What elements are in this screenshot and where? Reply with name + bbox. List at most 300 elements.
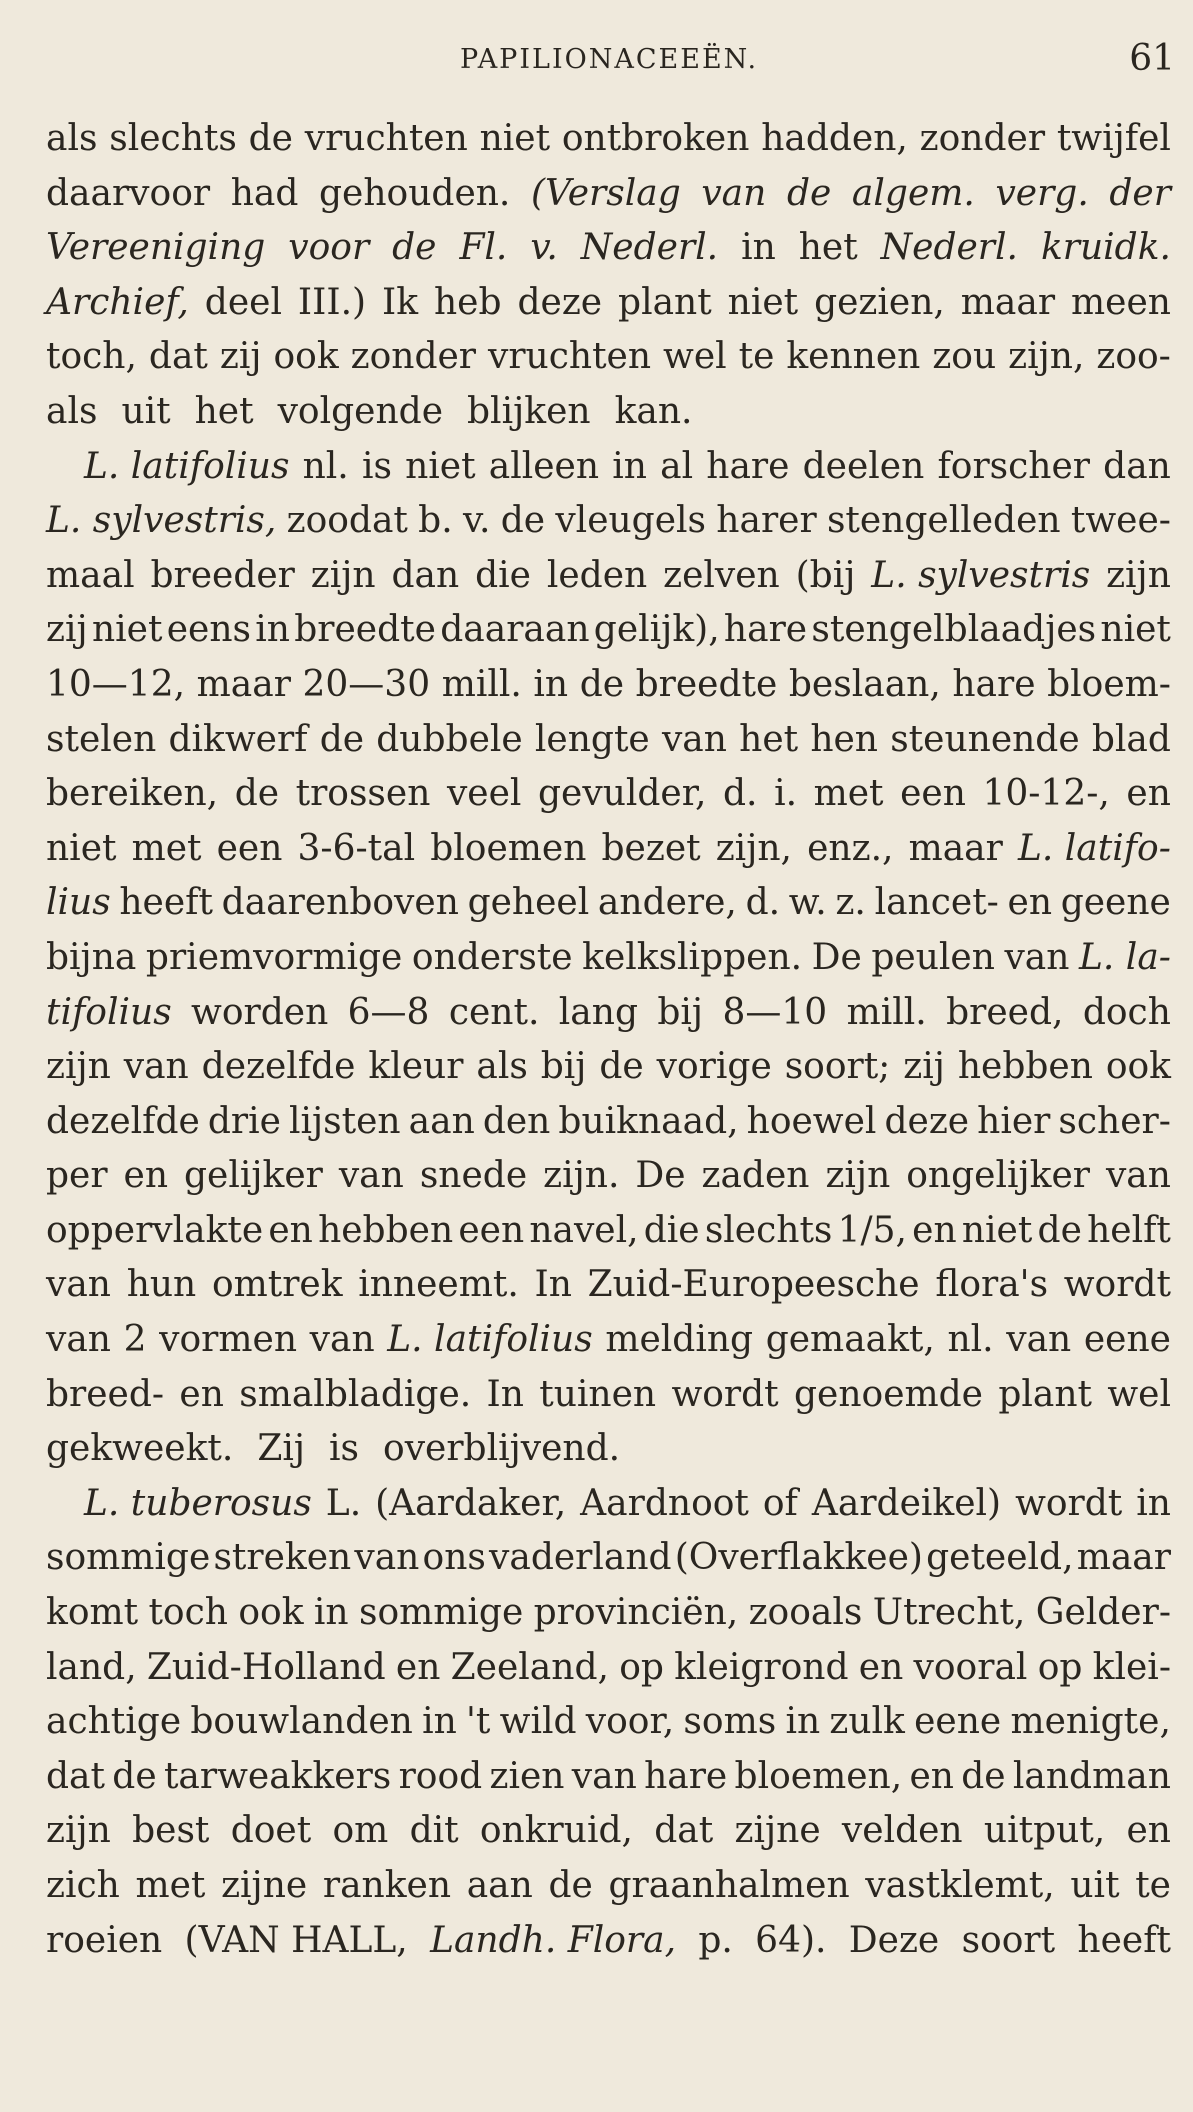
word: blad — [1091, 718, 1171, 760]
word: soort — [961, 1919, 1056, 1961]
word: soort; — [784, 1046, 891, 1088]
word: bouwlanden — [190, 1701, 413, 1743]
word: vaderland — [489, 1537, 672, 1579]
text-line — [46, 1695, 1171, 1750]
word: breedte — [294, 609, 436, 651]
word: plant — [618, 281, 712, 323]
text-line — [46, 167, 1171, 222]
word: 10—12, — [46, 663, 186, 705]
word: land, — [46, 1646, 137, 1688]
word: L. sylvestris — [871, 554, 1091, 596]
word: zelven — [663, 554, 780, 596]
word: peulen — [871, 936, 995, 978]
word: worden — [191, 991, 329, 1033]
word: per — [46, 1155, 108, 1197]
word: op — [619, 1646, 664, 1688]
word: gehouden. — [319, 172, 511, 214]
word: te — [738, 336, 775, 378]
word: Aardnoot — [580, 1482, 749, 1524]
word: de — [1037, 1209, 1082, 1251]
word: dubbele — [376, 718, 523, 760]
word: heb — [433, 281, 502, 323]
word: uitput, — [983, 1810, 1106, 1852]
word: stengelleden — [826, 500, 1061, 542]
word: de — [234, 773, 280, 815]
word: leden — [546, 554, 648, 596]
word: kleigrond — [674, 1646, 849, 1688]
word: zoodat — [286, 500, 408, 542]
word: dezelfde — [46, 1100, 200, 1142]
word: van — [661, 718, 727, 760]
fraction: 1/5, — [837, 1209, 907, 1251]
word: lius — [46, 882, 111, 924]
text-line — [46, 1641, 1171, 1696]
word: priemvormige — [145, 936, 403, 978]
word: i. — [774, 773, 798, 815]
word: Vereeniging — [46, 227, 266, 269]
word: van — [123, 1046, 189, 1088]
word: zijn. — [543, 1155, 620, 1197]
word: zijn — [310, 554, 376, 596]
word: zij — [903, 1046, 945, 1088]
word: wel — [663, 336, 727, 378]
word: en — [395, 1646, 441, 1688]
word: heeft — [1077, 1919, 1171, 1961]
word: deze — [517, 281, 603, 323]
text-line — [46, 986, 1171, 1041]
word: 8—10 — [722, 991, 828, 1033]
word: de — [548, 1865, 593, 1906]
word: 3-6-tal — [297, 827, 416, 869]
word: De — [811, 936, 862, 978]
word: (Aardaker, — [375, 1482, 567, 1524]
word: het — [798, 227, 858, 269]
word: drie — [207, 1100, 281, 1142]
word: zij — [46, 609, 88, 651]
word: z. — [835, 882, 866, 924]
word: sommige — [358, 1592, 524, 1634]
word: hoewel — [746, 1100, 877, 1142]
word: steunende — [890, 718, 1080, 760]
word: L. latifolius — [84, 445, 290, 487]
word: achtige — [46, 1701, 182, 1743]
word: Nederl. — [580, 227, 719, 269]
word: geteeld, — [926, 1537, 1074, 1579]
word: In — [534, 1264, 572, 1306]
word: d. — [745, 882, 781, 924]
word: niet — [1100, 609, 1171, 651]
word: 20—30 — [302, 663, 431, 705]
word: had — [230, 172, 299, 214]
word: verg. — [995, 172, 1089, 214]
word: en — [268, 1209, 313, 1251]
text-line — [46, 330, 1171, 385]
word: eene — [914, 1701, 1002, 1743]
word: bereiken, — [46, 773, 219, 815]
word: L. la- — [1079, 936, 1171, 978]
word: melding — [605, 1319, 754, 1361]
word: een — [458, 1209, 525, 1251]
word: zonder — [919, 118, 1046, 159]
text-line — [46, 1149, 1171, 1204]
word: ranken — [322, 1865, 452, 1906]
word: zulk — [829, 1701, 905, 1743]
word: zijn — [1106, 554, 1171, 596]
word: Zuid-Holland — [146, 1646, 386, 1688]
word: al — [660, 445, 694, 487]
text-line — [46, 1095, 1171, 1150]
word: deelen — [802, 445, 925, 487]
word: Zeeland, — [450, 1646, 609, 1688]
word: met — [135, 1865, 206, 1906]
word: volgende — [277, 390, 444, 432]
word: 6—8 — [347, 991, 430, 1033]
word: maar — [908, 827, 1003, 869]
text-line — [46, 1859, 1171, 1914]
word: zij — [219, 336, 262, 378]
word: provinciën, — [533, 1592, 739, 1634]
word: lancet- — [874, 882, 999, 924]
word: hare — [952, 663, 1036, 705]
word: der — [1109, 172, 1171, 214]
word: gelijker — [184, 1155, 323, 1197]
word: 64). — [755, 1919, 827, 1961]
word: kennen — [786, 336, 921, 378]
text-line — [46, 1368, 1171, 1423]
word: en — [1126, 1810, 1171, 1852]
word: en — [912, 1209, 957, 1251]
word: doet — [230, 1810, 312, 1852]
word: hen — [810, 718, 878, 760]
word: van — [309, 1319, 375, 1361]
word: bloem- — [1047, 663, 1171, 705]
word: lang — [558, 991, 638, 1033]
word: slechts — [704, 1209, 833, 1251]
page-number: 61 — [1129, 38, 1175, 79]
word: meen — [1071, 281, 1171, 323]
word: snede — [419, 1155, 528, 1197]
word: de — [786, 172, 832, 214]
word: zijne — [734, 1810, 821, 1852]
word: maar — [1076, 1537, 1171, 1579]
word: van — [46, 1264, 111, 1306]
word: zooals — [748, 1592, 863, 1634]
word: met — [131, 827, 202, 869]
word: is — [361, 445, 392, 487]
word: rood — [398, 1755, 483, 1797]
word: zijn — [46, 1046, 111, 1088]
word: te — [1135, 1865, 1171, 1906]
word: hadden, — [761, 118, 908, 159]
word: bijna — [46, 936, 137, 978]
word: in — [785, 1701, 821, 1743]
text-line — [46, 385, 1171, 440]
word: oppervlakte — [46, 1209, 264, 1251]
word: ontbroken — [561, 118, 750, 159]
word: maal — [46, 554, 135, 596]
word: soms — [683, 1701, 777, 1743]
word: de — [500, 500, 546, 542]
word: vleugels — [555, 500, 707, 542]
word: vormen — [159, 1319, 298, 1361]
word: is — [329, 1428, 360, 1470]
text-line — [46, 931, 1171, 986]
word: dan — [391, 554, 460, 596]
word: ook — [273, 336, 339, 378]
word: niet — [91, 609, 163, 651]
word: uit — [1070, 1865, 1120, 1906]
word: het — [194, 390, 254, 432]
text-line — [46, 1258, 1171, 1313]
word: deel — [204, 281, 282, 323]
word: ook — [238, 1592, 304, 1634]
word: vruchten — [304, 118, 468, 159]
word: wordt — [1015, 1482, 1123, 1524]
word: klei- — [1092, 1646, 1171, 1688]
text-line — [46, 1750, 1171, 1805]
word: zou — [932, 336, 997, 378]
word: slechts — [109, 118, 237, 159]
word: dezelfde — [201, 1046, 356, 1088]
word: wild — [499, 1701, 577, 1743]
word: blijken — [467, 390, 591, 432]
word: vruchten — [487, 336, 652, 378]
word: en — [1007, 882, 1053, 924]
word: gelijk), — [593, 609, 720, 651]
text-line — [46, 1204, 1171, 1259]
word: als — [46, 390, 98, 432]
word: van — [338, 1155, 404, 1197]
word: nl. — [302, 445, 349, 487]
word: plant — [998, 1373, 1092, 1415]
word: zijn, — [1008, 336, 1085, 378]
word: beslaan, — [788, 663, 941, 705]
word: breed, — [946, 991, 1064, 1033]
word: mill. — [846, 991, 927, 1033]
word: hare — [723, 609, 808, 651]
word: bezet — [601, 827, 701, 869]
word: harer — [716, 500, 817, 542]
word: onkruid, — [479, 1810, 633, 1852]
word: cent. — [448, 991, 540, 1033]
word: in — [533, 663, 569, 705]
word: Aardeikel) — [811, 1482, 1002, 1524]
word: L. — [325, 1482, 362, 1524]
word: Landh. Flora, — [430, 1919, 677, 1961]
word: p. — [698, 1919, 733, 1961]
word: en — [179, 1373, 224, 1415]
word: Ik — [382, 281, 419, 323]
word: L. sylvestris, — [46, 500, 277, 542]
word: overblijvend. — [383, 1428, 621, 1470]
word: van — [1105, 1155, 1171, 1197]
word: kleur — [368, 1046, 464, 1088]
word: (VAN HALL, — [184, 1919, 408, 1961]
word: van — [46, 1319, 111, 1361]
word: toch — [148, 1592, 228, 1634]
word: vastklemt, — [865, 1865, 1055, 1906]
word: onderste — [411, 936, 573, 978]
word: veel — [446, 773, 522, 815]
word: wel — [1107, 1373, 1171, 1415]
text-line — [46, 603, 1171, 658]
word: forscher — [937, 445, 1090, 487]
word: bloemen — [430, 827, 587, 869]
word: of — [762, 1482, 798, 1524]
word: niet — [961, 1209, 1033, 1251]
word: gevulder, — [538, 773, 707, 815]
word: geene — [1060, 882, 1171, 924]
word: De — [635, 1155, 686, 1197]
word: twijfel — [1056, 118, 1171, 159]
word: niet — [46, 827, 117, 869]
word: flora's — [935, 1264, 1049, 1306]
word: niet — [405, 445, 476, 487]
word: hare — [706, 445, 790, 487]
word: de — [961, 1755, 1006, 1797]
word: doch — [1082, 991, 1171, 1033]
word: van — [701, 172, 767, 214]
text-line — [46, 112, 1171, 167]
word: van — [354, 1537, 420, 1579]
word: zijne — [221, 1865, 308, 1906]
word: dat — [148, 336, 208, 378]
text-line — [46, 658, 1171, 713]
word: trossen — [295, 773, 431, 815]
word: menigte, — [1010, 1701, 1171, 1743]
word: v. — [530, 227, 558, 269]
word: zich — [46, 1865, 120, 1906]
word: gemaakt, — [765, 1319, 935, 1361]
text-line — [46, 276, 1171, 331]
word: best — [132, 1810, 210, 1852]
word: het — [739, 718, 799, 760]
word: een — [216, 827, 283, 869]
word: en — [909, 1755, 954, 1797]
word: zoo- — [1096, 336, 1171, 378]
word: vooral — [913, 1646, 1028, 1688]
word: Deze — [848, 1919, 940, 1961]
word: inneemt. — [358, 1264, 519, 1306]
word: gekweekt. — [46, 1428, 234, 1470]
word: alleen — [488, 445, 600, 487]
word: dit — [409, 1810, 459, 1852]
text-line — [46, 1586, 1171, 1641]
word: aan — [408, 1100, 475, 1142]
word: helft — [1087, 1209, 1171, 1251]
text-line — [46, 822, 1171, 877]
word: Gelder- — [1035, 1592, 1171, 1634]
word: voor — [288, 227, 370, 269]
word: d. — [723, 773, 758, 815]
word: scher- — [1058, 1100, 1171, 1142]
word: om — [332, 1810, 389, 1852]
word: breed- — [46, 1373, 165, 1415]
word: dikwerf — [168, 718, 308, 760]
word: met — [813, 773, 884, 815]
word: genoemde — [793, 1373, 983, 1415]
word: wordt — [1063, 1264, 1171, 1306]
word: smalbladige. — [239, 1373, 472, 1415]
word: algem. — [851, 172, 975, 214]
text-line — [46, 876, 1171, 931]
word: 't — [466, 1701, 491, 1743]
word: hebben — [318, 1209, 454, 1251]
word: mill. — [441, 663, 522, 705]
word: (Verslag — [530, 172, 681, 214]
word: dat — [654, 1810, 714, 1852]
word: als — [46, 118, 98, 159]
word: Fl. — [459, 227, 508, 269]
text-line — [46, 549, 1171, 604]
word: kelkslippen. — [582, 936, 803, 978]
word: in — [255, 609, 290, 651]
word: L. latifo- — [1017, 827, 1171, 869]
word: ons — [422, 1537, 486, 1579]
word: Utrecht, — [872, 1592, 1026, 1634]
word: van — [1006, 1319, 1072, 1361]
word: graanhalmen — [608, 1865, 850, 1906]
word: breedte — [635, 663, 778, 705]
text-line — [46, 1804, 1171, 1859]
word: zonder — [350, 336, 477, 378]
text-line — [46, 1477, 1171, 1532]
word: dan — [1103, 445, 1171, 487]
word: voor, — [585, 1701, 675, 1743]
word: zien — [489, 1755, 565, 1797]
word: op — [1037, 1646, 1083, 1688]
word: L. tuberosus — [84, 1482, 312, 1524]
word: wordt — [671, 1373, 779, 1415]
text-line — [46, 713, 1171, 768]
word: Nederl. — [880, 227, 1018, 269]
word: hebben — [957, 1046, 1093, 1088]
running-head-title: PAPILIONACEEËN. — [460, 44, 759, 75]
word: landman — [1012, 1755, 1171, 1797]
word: daaraan — [440, 609, 590, 651]
word: in — [1136, 1482, 1171, 1524]
word: bloemen, — [734, 1755, 903, 1797]
word: de — [579, 663, 625, 705]
word: lijsten — [288, 1100, 401, 1142]
word: den — [482, 1100, 551, 1142]
word: tuinen — [539, 1373, 657, 1415]
text-line — [46, 1422, 1171, 1477]
word: in — [313, 1592, 349, 1634]
word: tifolius — [46, 991, 172, 1033]
word: hun — [126, 1264, 197, 1306]
word: ongelijker — [906, 1155, 1090, 1197]
running-head — [46, 38, 1175, 82]
word: dat — [46, 1755, 105, 1797]
word: III.) — [297, 281, 367, 323]
word: deze — [884, 1100, 970, 1142]
word: daarenboven — [221, 882, 459, 924]
text-line — [46, 1914, 1171, 1969]
word: in — [612, 445, 647, 487]
word: eens — [166, 609, 251, 651]
word: ook — [1105, 1046, 1171, 1088]
word: die — [643, 1209, 700, 1251]
word: In — [486, 1373, 524, 1415]
word: stengelblaadjes — [811, 609, 1097, 651]
word: gezien, — [814, 281, 945, 323]
word: van — [571, 1755, 637, 1797]
word: in — [422, 1701, 457, 1743]
word: (bij — [795, 554, 856, 596]
word: en — [123, 1155, 169, 1197]
word: sommige — [46, 1537, 211, 1579]
